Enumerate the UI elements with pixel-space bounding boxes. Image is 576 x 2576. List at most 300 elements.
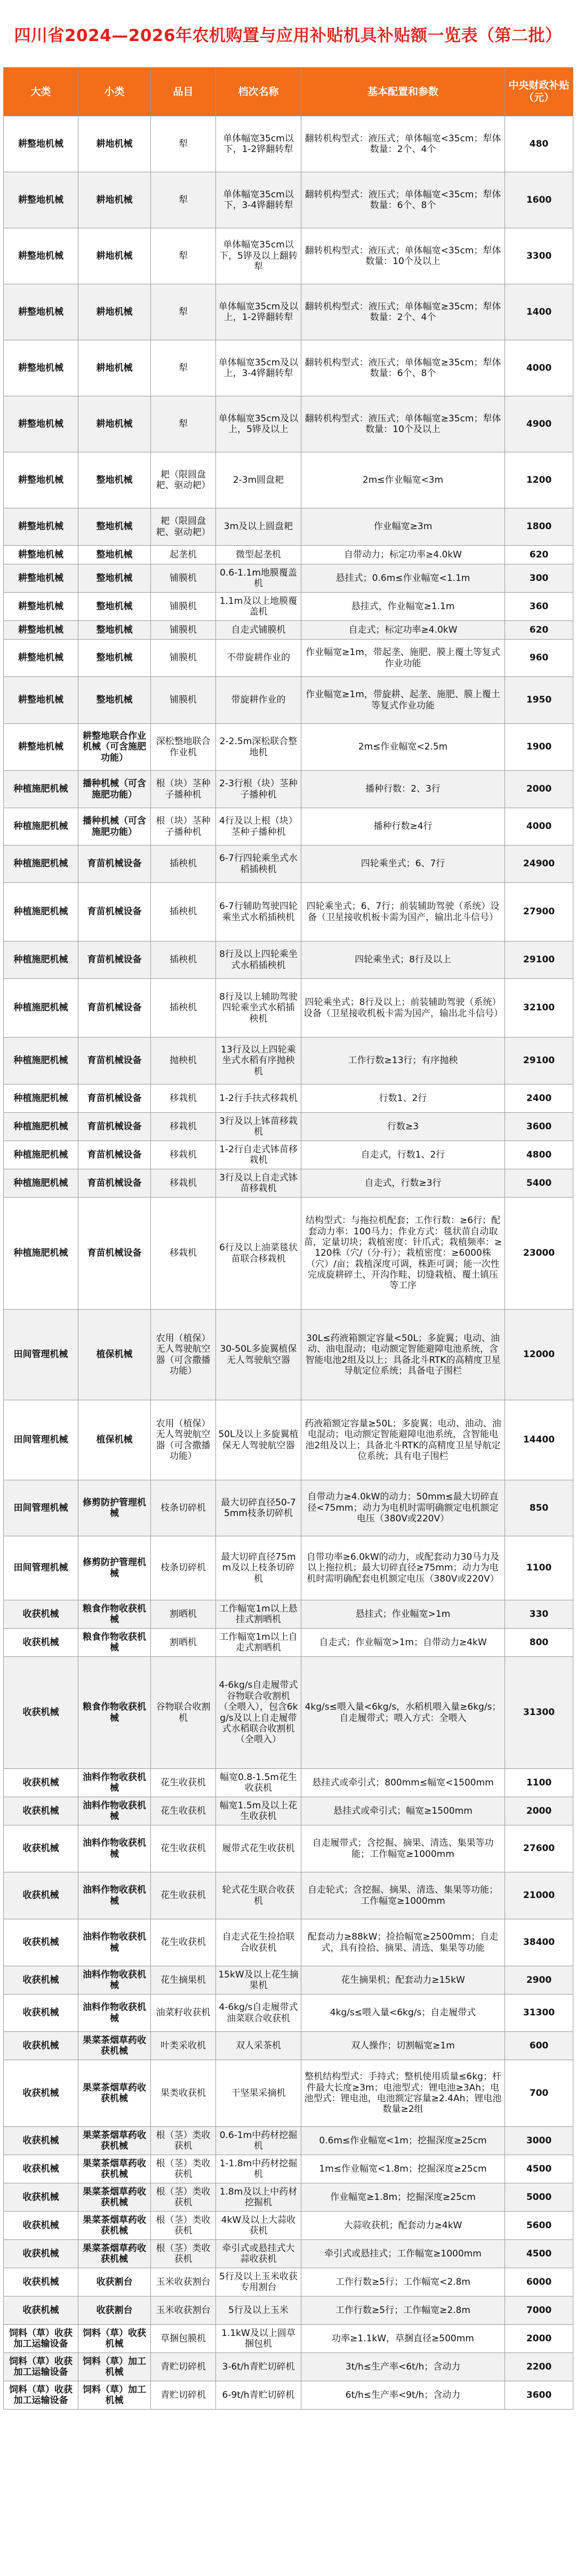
cell-item: 犁 — [151, 284, 216, 340]
cell-category: 收获机械 — [4, 1769, 78, 1797]
cell-subcategory: 耕地机械 — [78, 396, 151, 452]
cell-spec: 播种行数：2、3行 — [301, 771, 505, 808]
cell-price: 2900 — [505, 1966, 573, 1995]
cell-category: 收获机械 — [4, 1600, 78, 1629]
cell-category: 耕整地机械 — [4, 724, 78, 771]
cell-subcategory: 饲料（草）加工机械 — [78, 2381, 151, 2410]
cell-item: 割晒机 — [151, 1600, 216, 1629]
cell-grade: 幅宽1.5m及以上花生收获机 — [216, 1797, 301, 1825]
cell-item: 根（茎）类收获机 — [151, 2240, 216, 2268]
cell-subcategory: 育苗机械设备 — [78, 846, 151, 883]
cell-category: 收获机械 — [4, 2155, 78, 2183]
cell-grade: 单体幅宽35cm及以上，5铧及以上 — [216, 396, 301, 452]
cell-spec: 整机结构型式：手持式；整机使用质量≤6kg；杆件最大长度≥3m；电池型式：锂电池≥3Ah；电池型式：锂电池，电池额定容量≥2.4Ah；锂电池数量≥2组 — [301, 2060, 505, 2127]
cell-price: 3000 — [505, 2127, 573, 2155]
cell-item: 移栽机 — [151, 1141, 216, 1169]
cell-category: 种植施肥机械 — [4, 1169, 78, 1198]
cell-category: 耕整地机械 — [4, 396, 78, 452]
cell-price: 2000 — [505, 771, 573, 808]
cell-item: 移栽机 — [151, 1198, 216, 1310]
cell-spec: 功率≥1.1kW，草捆直径≥500mm — [301, 2325, 505, 2353]
cell-price: 38400 — [505, 1919, 573, 1966]
cell-spec: 自带动力；标定功率≥4.0kW — [301, 546, 505, 564]
cell-subcategory: 育苗机械设备 — [78, 883, 151, 942]
table-row — [4, 1169, 573, 1198]
cell-category: 饲料（草）收获加工运输设备 — [4, 2325, 78, 2353]
cell-grade: 30-50L多旋翼植保无人驾驶航空器 — [216, 1310, 301, 1400]
cell-spec: 3t/h≤生产率<6t/h；含动力 — [301, 2353, 505, 2381]
cell-grade: 带旋耕作业的 — [216, 677, 301, 724]
cell-subcategory: 耕地机械 — [78, 116, 151, 172]
cell-spec: 四轮乘坐式；8行及以上 — [301, 942, 505, 979]
cell-price: 4500 — [505, 2155, 573, 2183]
cell-price: 1950 — [505, 677, 573, 724]
cell-price: 2400 — [505, 1084, 573, 1113]
cell-price: 4500 — [505, 2240, 573, 2268]
cell-grade: 自走式铺膜机 — [216, 621, 301, 640]
cell-item: 耙（限圆盘耙、驱动耙） — [151, 452, 216, 508]
cell-category: 收获机械 — [4, 1966, 78, 1995]
cell-price: 1200 — [505, 452, 573, 508]
cell-spec: 悬挂式；作业幅宽>1m — [301, 1600, 505, 1629]
cell-spec: 双人操作；切割幅宽≥1m — [301, 2032, 505, 2060]
cell-subcategory: 油料作物收获机械 — [78, 1872, 151, 1919]
cell-category: 种植施肥机械 — [4, 846, 78, 883]
cell-grade: 15kW及以上花生摘果机 — [216, 1966, 301, 1995]
cell-item: 铺膜机 — [151, 564, 216, 593]
table-row — [4, 396, 573, 452]
cell-spec: 6t/h≤生产率<9t/h；含动力 — [301, 2381, 505, 2410]
cell-grade: 最大切碎直径50-75mm枝条切碎机 — [216, 1480, 301, 1536]
cell-price: 14400 — [505, 1400, 573, 1480]
table-row — [4, 2268, 573, 2296]
header-grade: 档次名称 — [216, 68, 301, 116]
cell-grade: 6-9t/h青贮切碎机 — [216, 2381, 301, 2410]
cell-price: 3300 — [505, 228, 573, 284]
cell-item: 花生收获机 — [151, 1769, 216, 1797]
cell-spec: 30L≤药液箱额定容量<50L；多旋翼；电动、油动、油电混动；电动额定智能避障电池系统，含智能电池2组及以上；具备北斗RTK的高精度卫星导航定位系统；具备电子围栏 — [301, 1310, 505, 1400]
cell-item: 玉米收获割台 — [151, 2268, 216, 2296]
cell-price: 800 — [505, 1629, 573, 1657]
cell-price: 480 — [505, 116, 573, 172]
cell-grade: 单体幅宽35cm以下，1-2铧翻转犁 — [216, 116, 301, 172]
table-row — [4, 508, 573, 546]
cell-spec: 四轮乘坐式；8行及以上；前装辅助驾驶（系统）设备（卫星接收机板卡需为国产，输出北斗信号） — [301, 979, 505, 1038]
cell-subcategory: 耕地机械 — [78, 172, 151, 228]
cell-spec: 自走轮式；含挖掘、摘果、清选、集果等功能；工作幅宽≥1000mm — [301, 1872, 505, 1919]
cell-category: 田间管理机械 — [4, 1310, 78, 1400]
cell-item: 插秧机 — [151, 846, 216, 883]
table-row — [4, 564, 573, 593]
cell-price: 4000 — [505, 808, 573, 846]
table-row — [4, 1310, 573, 1400]
cell-price: 5600 — [505, 2212, 573, 2240]
cell-subcategory: 饲料（草）收获机械 — [78, 2325, 151, 2353]
cell-category: 收获机械 — [4, 1872, 78, 1919]
cell-category: 耕整地机械 — [4, 172, 78, 228]
cell-spec: 4kg/s≤喂入量<6kg/s；自走履带式 — [301, 1995, 505, 2032]
cell-spec: 自走式，行数1、2行 — [301, 1141, 505, 1169]
cell-price: 620 — [505, 546, 573, 564]
cell-spec: 工作行数≥13行；有序抛秧 — [301, 1038, 505, 1084]
page-title: 四川省2024—2026年农机购置与应用补贴机具补贴额一览表（第二批） — [14, 26, 562, 45]
cell-subcategory: 果菜茶烟草药收获机械 — [78, 2127, 151, 2155]
cell-spec: 悬挂式或牵引式；800mm≤幅宽<1500mm — [301, 1769, 505, 1797]
cell-price: 24900 — [505, 846, 573, 883]
cell-price: 850 — [505, 1480, 573, 1536]
cell-subcategory: 粮食作物收获机械 — [78, 1600, 151, 1629]
cell-category: 收获机械 — [4, 1629, 78, 1657]
cell-grade: 轮式花生联合收获机 — [216, 1872, 301, 1919]
cell-item: 插秧机 — [151, 883, 216, 942]
header-subcategory: 小类 — [78, 68, 151, 116]
cell-item: 根（块）茎种子播种机 — [151, 808, 216, 846]
cell-subcategory: 育苗机械设备 — [78, 1113, 151, 1141]
cell-price: 2000 — [505, 2325, 573, 2353]
cell-subcategory: 饲料（草）加工机械 — [78, 2353, 151, 2381]
cell-item: 起垄机 — [151, 546, 216, 564]
cell-item: 犁 — [151, 340, 216, 396]
cell-price: 1900 — [505, 724, 573, 771]
cell-item: 犁 — [151, 396, 216, 452]
cell-subcategory: 植保机械 — [78, 1310, 151, 1400]
cell-price: 4900 — [505, 396, 573, 452]
cell-item: 谷物联合收割机 — [151, 1657, 216, 1769]
table-row — [4, 2155, 573, 2183]
cell-category: 田间管理机械 — [4, 1536, 78, 1600]
cell-subcategory: 耕地机械 — [78, 228, 151, 284]
cell-subcategory: 果菜茶烟草药收获机械 — [78, 2183, 151, 2212]
cell-subcategory: 修剪防护管理机械 — [78, 1480, 151, 1536]
cell-subcategory: 果菜茶烟草药收获机械 — [78, 2212, 151, 2240]
cell-item: 犁 — [151, 172, 216, 228]
cell-spec: 自走式；作业幅宽>1m；自带动力≥4kW — [301, 1629, 505, 1657]
cell-subcategory: 粮食作物收获机械 — [78, 1657, 151, 1769]
cell-spec: 翻转机构型式：液压式；单体幅宽≥35cm；犁体数量：6个、8个 — [301, 340, 505, 396]
cell-category: 耕整地机械 — [4, 228, 78, 284]
table-row — [4, 2032, 573, 2060]
cell-grade: 3行及以上自走式钵苗移栽机 — [216, 1169, 301, 1198]
cell-spec: 悬挂式，作业幅宽≥1.1m — [301, 593, 505, 621]
cell-spec: 作业幅宽≥1.8m；挖掘深度≥25cm — [301, 2183, 505, 2212]
cell-price: 5400 — [505, 1169, 573, 1198]
cell-item: 插秧机 — [151, 942, 216, 979]
cell-price: 300 — [505, 564, 573, 593]
cell-category: 耕整地机械 — [4, 593, 78, 621]
cell-item: 枝条切碎机 — [151, 1480, 216, 1536]
cell-category: 耕整地机械 — [4, 340, 78, 396]
table-row — [4, 228, 573, 284]
cell-spec: 自带功率≥6.0kW的动力，或配套动力30马力及以上拖拉机；最大切碎直径≥75mm；动力为电机时需明确配套电机额定电压（380V或220V） — [301, 1536, 505, 1600]
cell-grade: 最大切碎直径75mm及以上枝条切碎机 — [216, 1536, 301, 1600]
cell-price: 27900 — [505, 883, 573, 942]
table-row — [4, 640, 573, 677]
cell-item: 犁 — [151, 116, 216, 172]
table-row — [4, 284, 573, 340]
cell-subcategory: 果菜茶烟草药收获机械 — [78, 2032, 151, 2060]
cell-price: 1800 — [505, 508, 573, 546]
table-row — [4, 2296, 573, 2325]
cell-grade: 50L及以上多旋翼植保无人驾驶航空器 — [216, 1400, 301, 1480]
cell-spec: 悬挂式；0.6m≤作业幅宽<1.1m — [301, 564, 505, 593]
cell-item: 花生摘果机 — [151, 1966, 216, 1995]
cell-price: 6000 — [505, 2268, 573, 2296]
cell-subcategory: 收获割台 — [78, 2268, 151, 2296]
cell-subcategory: 果菜茶烟草药收获机械 — [78, 2060, 151, 2127]
table-row — [4, 452, 573, 508]
cell-grade: 2-3行根（块）茎种子播种机 — [216, 771, 301, 808]
cell-grade: 2-3m圆盘耙 — [216, 452, 301, 508]
cell-grade: 5行及以上玉米收获专用割台 — [216, 2268, 301, 2296]
cell-subcategory: 油料作物收获机械 — [78, 1919, 151, 1966]
table-row — [4, 116, 573, 172]
cell-category: 种植施肥机械 — [4, 808, 78, 846]
table-row — [4, 2060, 573, 2127]
cell-spec: 翻转机构型式：液压式；单体幅宽<35cm；犁体数量：10个及以上 — [301, 228, 505, 284]
table-row — [4, 1198, 573, 1310]
header-item: 品目 — [151, 68, 216, 116]
table-row — [4, 1872, 573, 1919]
cell-category: 种植施肥机械 — [4, 942, 78, 979]
cell-spec: 作业幅宽≥1m，带起垄、施肥、膜上覆土等复式作业功能 — [301, 640, 505, 677]
cell-grade: 0.6-1m中药材挖掘机 — [216, 2127, 301, 2155]
cell-item: 铺膜机 — [151, 593, 216, 621]
cell-category: 收获机械 — [4, 1919, 78, 1966]
cell-grade: 1-2行自走式钵苗移栽机 — [216, 1141, 301, 1169]
cell-grade: 幅宽0.8-1.5m花生收获机 — [216, 1769, 301, 1797]
table-row — [4, 1629, 573, 1657]
header-price: 中央财政补贴（元） — [505, 68, 573, 116]
table-row — [4, 1600, 573, 1629]
table-row — [4, 1113, 573, 1141]
cell-grade: 牵引式或悬挂式大蒜收获机 — [216, 2240, 301, 2268]
cell-spec: 工作行数≥5行；工作幅宽≥2.8m — [301, 2296, 505, 2325]
cell-spec: 行数1、2行 — [301, 1084, 505, 1113]
cell-spec: 结构型式：与拖拉机配套；工作行数：≥6行；配套动力率：100马力；作业方式：毯状苗自动取苗，定量切块；栽植密度：针爪式；栽植频率：≥120株（穴/（分·行）；栽植密度：≥6000株（穴）/亩；栽植深度可调，株距可调；能一次性完成旋耕碎土、开沟作畦、切缝栽植、覆土镇压等工序 — [301, 1198, 505, 1310]
cell-category: 种植施肥机械 — [4, 771, 78, 808]
cell-price: 1400 — [505, 284, 573, 340]
cell-spec: 1m≤作业幅宽<1.8m；挖掘深度≥25cm — [301, 2155, 505, 2183]
cell-price: 3600 — [505, 1113, 573, 1141]
cell-spec: 药液箱额定容量≥50L；多旋翼；电动、油动、油电混动；电动额定智能避障电池系统，含智能电池2组及以上；具备北斗RTK的高精度卫星导航定位系统；具有电子围栏 — [301, 1400, 505, 1480]
cell-spec: 花生摘果机；配套动力≥15kW — [301, 1966, 505, 1995]
subsidy-table — [3, 67, 573, 2410]
table-row — [4, 2325, 573, 2353]
cell-spec: 翻转机构型式：液压式；单体幅宽≥35cm；犁体数量：10个及以上 — [301, 396, 505, 452]
cell-item: 深松整地联合作业机 — [151, 724, 216, 771]
cell-grade: 工作幅宽1m以上悬挂式割晒机 — [216, 1600, 301, 1629]
cell-grade: 单体幅宽35cm及以上，1-2铧翻转犁 — [216, 284, 301, 340]
cell-spec: 翻转机构型式：液压式；单体幅宽≥35cm；犁体数量：2个、4个 — [301, 284, 505, 340]
cell-spec: 自带动力≥4.0kW的动力；50mm≤最大切碎直径<75mm；动力为电机时需明确额定电机额定电压（380V或220V） — [301, 1480, 505, 1536]
cell-price: 31300 — [505, 1657, 573, 1769]
cell-category: 种植施肥机械 — [4, 883, 78, 942]
cell-price: 960 — [505, 640, 573, 677]
cell-grade: 双人采茶机 — [216, 2032, 301, 2060]
cell-item: 草捆包膜机 — [151, 2325, 216, 2353]
table-row — [4, 1995, 573, 2032]
cell-category: 耕整地机械 — [4, 508, 78, 546]
cell-subcategory: 收获割台 — [78, 2296, 151, 2325]
cell-category: 收获机械 — [4, 2183, 78, 2212]
cell-grade: 3-6t/h青贮切碎机 — [216, 2353, 301, 2381]
cell-spec: 大蒜收获机；配套动力≥4kW — [301, 2212, 505, 2240]
cell-grade: 3m及以上圆盘耙 — [216, 508, 301, 546]
cell-price: 29100 — [505, 1038, 573, 1084]
cell-spec: 悬挂式或牵引式；幅宽≥1500mm — [301, 1797, 505, 1825]
cell-subcategory: 整地机械 — [78, 508, 151, 546]
cell-spec: 翻转机构型式：液压式；单体幅宽<35cm；犁体数量：2个、4个 — [301, 116, 505, 172]
cell-category: 田间管理机械 — [4, 1480, 78, 1536]
cell-item: 移栽机 — [151, 1084, 216, 1113]
cell-item: 铺膜机 — [151, 677, 216, 724]
cell-subcategory: 整地机械 — [78, 621, 151, 640]
cell-price: 4000 — [505, 340, 573, 396]
cell-item: 耙（限圆盘耙、驱动耙） — [151, 508, 216, 546]
cell-spec: 作业幅宽≥3m — [301, 508, 505, 546]
table-row — [4, 2127, 573, 2155]
cell-item: 铺膜机 — [151, 640, 216, 677]
cell-subcategory: 育苗机械设备 — [78, 1038, 151, 1084]
cell-price: 360 — [505, 593, 573, 621]
table-row — [4, 846, 573, 883]
table-row — [4, 724, 573, 771]
cell-grade: 自走式花生捡拾联合收获机 — [216, 1919, 301, 1966]
cell-grade: 单体幅宽35cm及以上，3-4铧翻转犁 — [216, 340, 301, 396]
cell-item: 青贮切碎机 — [151, 2353, 216, 2381]
cell-item: 枝条切碎机 — [151, 1536, 216, 1600]
cell-subcategory: 耕地机械 — [78, 340, 151, 396]
cell-category: 收获机械 — [4, 2060, 78, 2127]
cell-category: 耕整地机械 — [4, 564, 78, 593]
cell-spec: 行数≥3 — [301, 1113, 505, 1141]
cell-subcategory: 修剪防护管理机械 — [78, 1536, 151, 1600]
cell-grade: 3行及以上钵苗移栽机 — [216, 1113, 301, 1141]
cell-price: 600 — [505, 2032, 573, 2060]
table-row — [4, 1657, 573, 1769]
table-wrapper — [0, 67, 576, 2410]
cell-price: 27600 — [505, 1825, 573, 1872]
cell-subcategory: 播种机械（可含施肥功能） — [78, 771, 151, 808]
cell-grade: 6-7行四轮乘坐式水稻插秧机 — [216, 846, 301, 883]
cell-item: 花生收获机 — [151, 1825, 216, 1872]
table-body — [4, 116, 573, 2410]
cell-item: 根（块）茎种子播种机 — [151, 771, 216, 808]
cell-grade: 5行及以上玉米 — [216, 2296, 301, 2325]
table-row — [4, 593, 573, 621]
table-row — [4, 1038, 573, 1084]
table-row — [4, 808, 573, 846]
cell-grade: 1.1m及以上地膜覆盖机 — [216, 593, 301, 621]
cell-category: 收获机械 — [4, 1657, 78, 1769]
cell-subcategory: 整地机械 — [78, 640, 151, 677]
cell-item: 铺膜机 — [151, 621, 216, 640]
cell-price: 2000 — [505, 1797, 573, 1825]
cell-subcategory: 油料作物收获机械 — [78, 1995, 151, 2032]
cell-category: 耕整地机械 — [4, 677, 78, 724]
cell-spec: 自走履带式；含挖掘、摘果、清选、集果等功能；工作幅宽≥1000mm — [301, 1825, 505, 1872]
cell-category: 种植施肥机械 — [4, 979, 78, 1038]
cell-subcategory: 育苗机械设备 — [78, 1141, 151, 1169]
table-row — [4, 979, 573, 1038]
cell-subcategory: 油料作物收获机械 — [78, 1797, 151, 1825]
cell-grade: 单体幅宽35cm以下，5铧及以上翻转犁 — [216, 228, 301, 284]
cell-subcategory: 油料作物收获机械 — [78, 1966, 151, 1995]
table-row — [4, 1797, 573, 1825]
cell-item: 花生收获机 — [151, 1919, 216, 1966]
cell-spec: 工作行数≥5行；工作幅宽<2.8m — [301, 2268, 505, 2296]
cell-category: 收获机械 — [4, 2296, 78, 2325]
cell-category: 饲料（草）收获加工运输设备 — [4, 2381, 78, 2410]
cell-spec: 牵引式或悬挂式；工作幅宽≥1000mm — [301, 2240, 505, 2268]
cell-price: 620 — [505, 621, 573, 640]
cell-price: 29100 — [505, 942, 573, 979]
table-row — [4, 771, 573, 808]
header-category: 大类 — [4, 68, 78, 116]
cell-category: 耕整地机械 — [4, 621, 78, 640]
cell-subcategory: 植保机械 — [78, 1400, 151, 1480]
table-row — [4, 677, 573, 724]
cell-item: 叶类采收机 — [151, 2032, 216, 2060]
cell-category: 收获机械 — [4, 1797, 78, 1825]
table-row — [4, 172, 573, 228]
cell-grade: 4行及以上根（块）茎种子播种机 — [216, 808, 301, 846]
cell-subcategory: 油料作物收获机械 — [78, 1825, 151, 1872]
cell-item: 青贮切碎机 — [151, 2381, 216, 2410]
cell-category: 耕整地机械 — [4, 116, 78, 172]
cell-price: 3600 — [505, 2381, 573, 2410]
cell-price: 23000 — [505, 1198, 573, 1310]
cell-category: 收获机械 — [4, 2268, 78, 2296]
table-row — [4, 1400, 573, 1480]
table-row — [4, 2353, 573, 2381]
cell-price: 7000 — [505, 2296, 573, 2325]
table-row — [4, 2212, 573, 2240]
table-row — [4, 1966, 573, 1995]
cell-category: 收获机械 — [4, 1995, 78, 2032]
cell-spec: 配套动力≥88kW；捡拾幅宽≥2500mm；自走式，具有捡拾、摘果、清选、集果等功能 — [301, 1919, 505, 1966]
cell-spec: 自走式；标定功率≥4.0kW — [301, 621, 505, 640]
table-row — [4, 1919, 573, 1966]
cell-grade: 不带旋耕作业的 — [216, 640, 301, 677]
cell-subcategory: 果菜茶烟草药收获机械 — [78, 2155, 151, 2183]
cell-subcategory: 整地机械 — [78, 593, 151, 621]
cell-item: 移栽机 — [151, 1169, 216, 1198]
cell-subcategory: 粮食作物收获机械 — [78, 1629, 151, 1657]
cell-spec: 四轮乘坐式；6、7行；前装辅助驾驶（系统）设备（卫星接收机板卡需为国产，输出北斗信号） — [301, 883, 505, 942]
cell-price: 31300 — [505, 1995, 573, 2032]
cell-subcategory: 耕地机械 — [78, 284, 151, 340]
cell-spec: 作业幅宽≥1m，带旋耕、起垄、施肥、膜上覆土等复式作业功能 — [301, 677, 505, 724]
cell-spec: 4kg/s≤喂入量<6kg/s，水稻机喂入量≥6kg/s；自走履带式；喂入方式：全喂入 — [301, 1657, 505, 1769]
cell-item: 油菜籽收获机 — [151, 1995, 216, 2032]
cell-subcategory: 育苗机械设备 — [78, 1084, 151, 1113]
cell-grade: 4-6kg/s自走履带式油菜联合收获机 — [216, 1995, 301, 2032]
cell-category: 耕整地机械 — [4, 452, 78, 508]
cell-subcategory: 果菜茶烟草药收获机械 — [78, 2240, 151, 2268]
cell-grade: 履带式花生收获机 — [216, 1825, 301, 1872]
table-row — [4, 621, 573, 640]
cell-subcategory: 整地机械 — [78, 546, 151, 564]
cell-spec: 自走式，行数≥3行 — [301, 1169, 505, 1198]
cell-price: 1100 — [505, 1536, 573, 1600]
header-spec: 基本配置和参数 — [301, 68, 505, 116]
cell-category: 田间管理机械 — [4, 1400, 78, 1480]
cell-item: 果类收获机 — [151, 2060, 216, 2127]
table-row — [4, 2183, 573, 2212]
cell-spec: 2m≤作业幅宽<2.5m — [301, 724, 505, 771]
cell-price: 4800 — [505, 1141, 573, 1169]
